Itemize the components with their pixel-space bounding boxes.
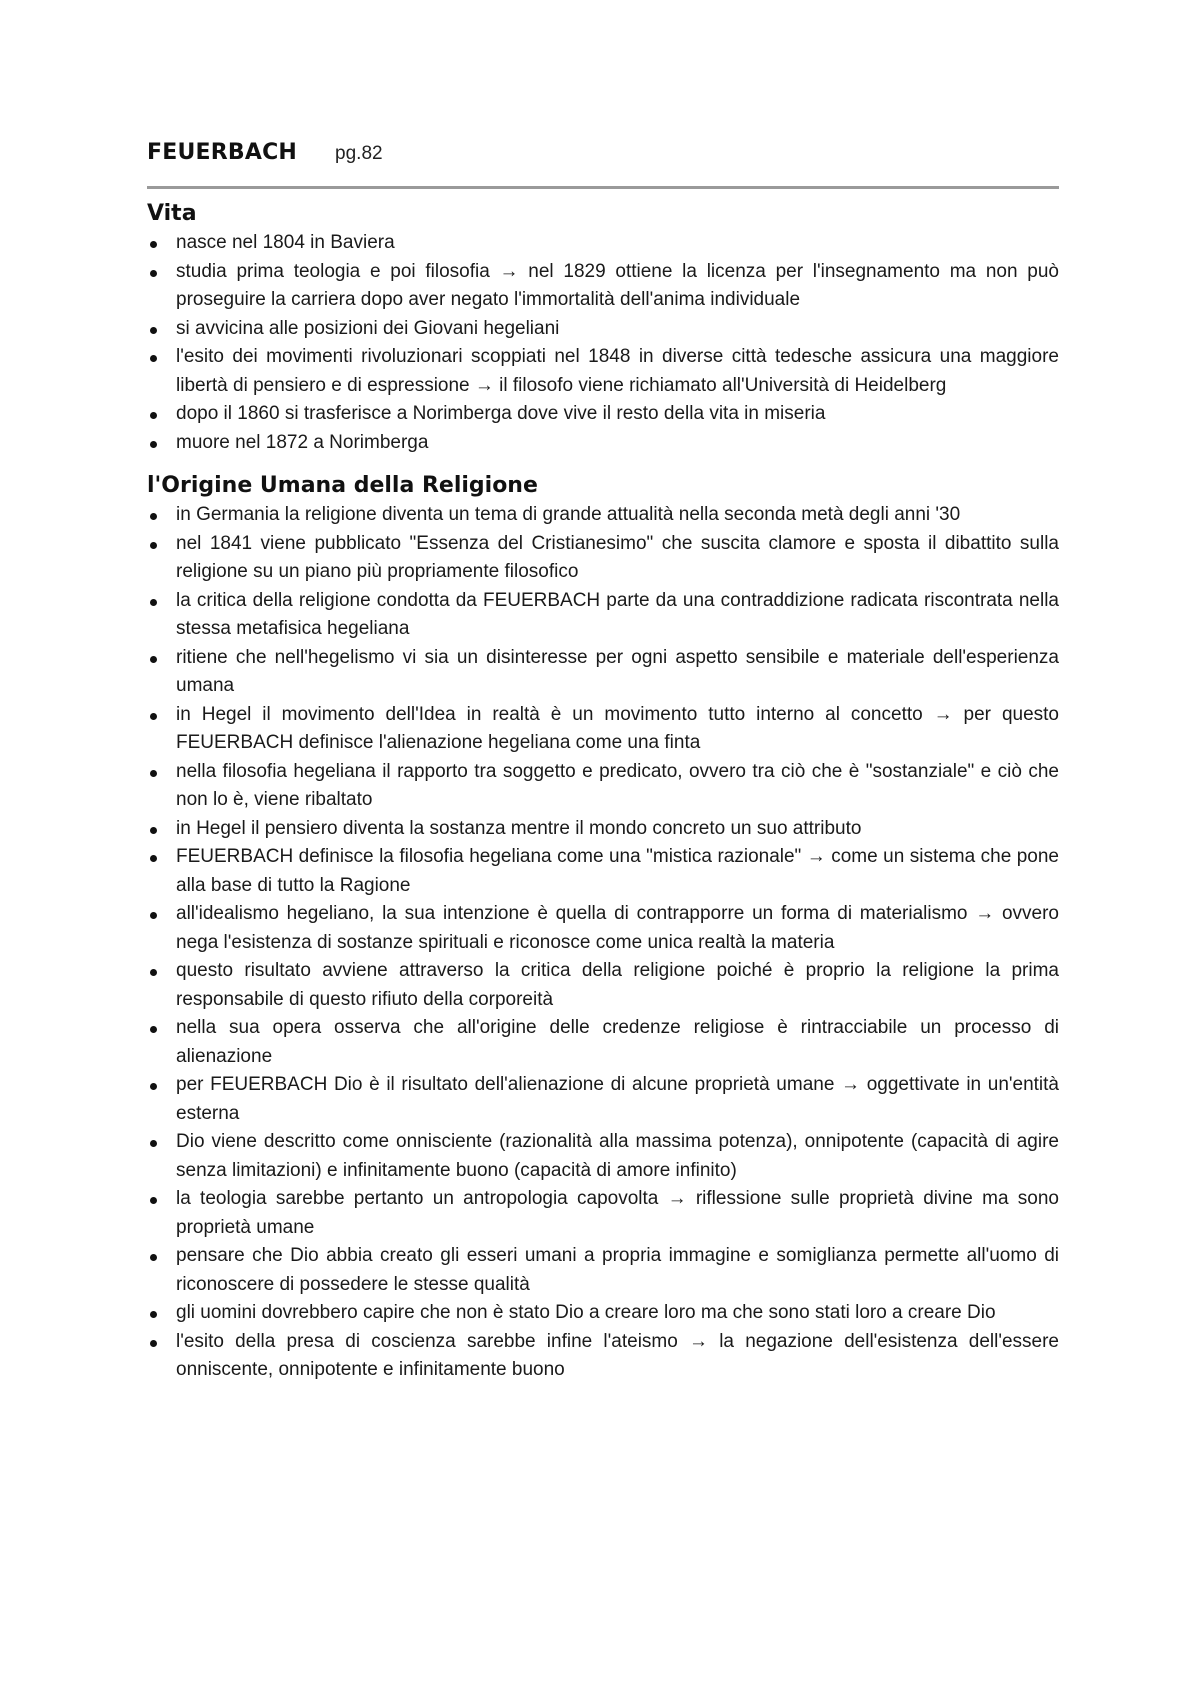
list-item: la critica della religione condotta da FEUERBACH parte da una contraddizione radicata riscontrata nella stessa metafisica hegeliana <box>147 587 1059 644</box>
list-item: l'esito della presa di coscienza sarebbe infine l'ateismo → la negazione dell'esistenza dell'essere onniscente, onnipotente e infinitamente buono <box>147 1328 1059 1385</box>
list-item: nella filosofia hegeliana il rapporto tra soggetto e predicato, ovvero tra ciò che è "sostanziale" e ciò che non lo è, viene ribaltato <box>147 758 1059 815</box>
list-item: dopo il 1860 si trasferisce a Norimberga dove vive il resto della vita in miseria <box>147 400 1059 429</box>
list-item: nasce nel 1804 in Baviera <box>147 229 1059 258</box>
list-item: in Germania la religione diventa un tema di grande attualità nella seconda metà degli anni '30 <box>147 501 1059 530</box>
list-item: nel 1841 viene pubblicato "Essenza del Cristianesimo" che suscita clamore e sposta il dibattito sulla religione su un piano più propriamente filosofico <box>147 530 1059 587</box>
list-item: in Hegel il pensiero diventa la sostanza mentre il mondo concreto un suo attributo <box>147 815 1059 844</box>
list-item: studia prima teologia e poi filosofia → nel 1829 ottiene la licenza per l'insegnamento ma non può proseguire la carriera dopo aver negato l'immortalità dell'anima individuale <box>147 258 1059 315</box>
list-item: FEUERBACH definisce la filosofia hegeliana come una "mistica razionale" → come un sistema che pone alla base di tutto la Ragione <box>147 843 1059 900</box>
list-item: si avvicina alle posizioni dei Giovani hegeliani <box>147 315 1059 344</box>
list-item: l'esito dei movimenti rivoluzionari scoppiati nel 1848 in diverse città tedesche assicura una maggiore libertà di pensiero e di espressione → il filosofo viene richiamato all'Università di Heidelberg <box>147 343 1059 400</box>
list-item: nella sua opera osserva che all'origine delle credenze religiose è rintracciabile un processo di alienazione <box>147 1014 1059 1071</box>
list-item: muore nel 1872 a Norimberga <box>147 429 1059 458</box>
section-title-origine: l'Origine Umana della Religione <box>147 473 538 498</box>
section-title-vita: Vita <box>147 201 197 226</box>
section-list-origine <box>147 501 1059 1385</box>
list-item: all'idealismo hegeliano, la sua intenzione è quella di contrapporre un forma di materialismo → ovvero nega l'esistenza di sostanze spirituali e riconosce come unica realtà la materia <box>147 900 1059 957</box>
list-item: la teologia sarebbe pertanto un antropologia capovolta → riflessione sulle proprietà divine ma sono proprietà umane <box>147 1185 1059 1242</box>
header-divider <box>147 186 1059 189</box>
list-item: gli uomini dovrebbero capire che non è stato Dio a creare loro ma che sono stati loro a creare Dio <box>147 1299 1059 1328</box>
document-page <box>147 140 1059 1385</box>
list-item: pensare che Dio abbia creato gli esseri umani a propria immagine e somiglianza permette all'uomo di riconoscere di possedere le stesse qualità <box>147 1242 1059 1299</box>
list-item: Dio viene descritto come onnisciente (razionalità alla massima potenza), onnipotente (capacità di agire senza limitazioni) e infinitamente buono (capacità di amore infinito) <box>147 1128 1059 1185</box>
list-item: ritiene che nell'hegelismo vi sia un disinteresse per ogni aspetto sensibile e materiale dell'esperienza umana <box>147 644 1059 701</box>
section-list-vita <box>147 229 1059 457</box>
page-header <box>147 140 1059 180</box>
page-reference: pg.82 <box>335 143 383 164</box>
page-title: FEUERBACH <box>147 140 298 165</box>
list-item: questo risultato avviene attraverso la critica della religione poiché è proprio la religione la prima responsabile di questo rifiuto della corporeità <box>147 957 1059 1014</box>
list-item: per FEUERBACH Dio è il risultato dell'alienazione di alcune proprietà umane → oggettivate in un'entità esterna <box>147 1071 1059 1128</box>
list-item: in Hegel il movimento dell'Idea in realtà è un movimento tutto interno al concetto → per questo FEUERBACH definisce l'alienazione hegeliana come una finta <box>147 701 1059 758</box>
